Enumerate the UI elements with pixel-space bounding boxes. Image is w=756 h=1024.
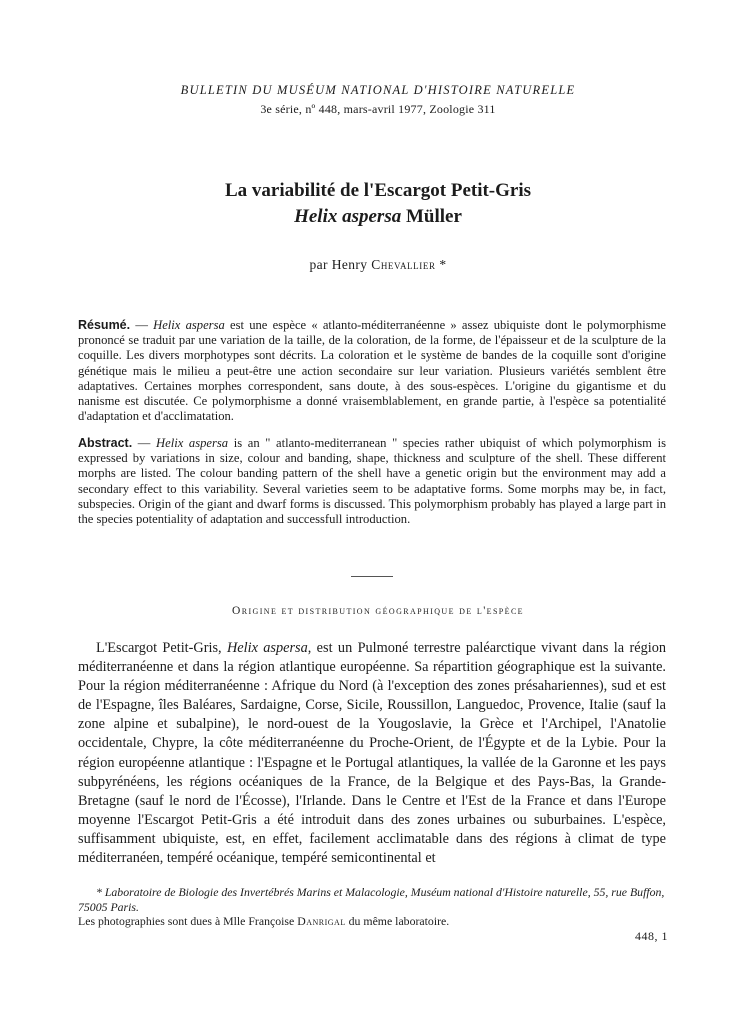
resume-text: est une espèce « atlanto-méditerranéenne » assez ubiquiste dont le polymorphisme prononcé se traduit par une variation de la taille, de la coloration, de la forme, de l'épaisseur et de la sculpture de la coquille. Les divers morphotypes sont décrits. La coloration et le système de bandes de la coquille sont d'origine génétique mais le milieu a peut-être une action secondaire sur leur variation. Plusieurs variétés semblent être adaptatives. Certaines morphes correspondent, sans doute, à des sous-espèces. L'origine du gigantisme et du nanisme est discutée. Ce polymorphisme a donné vraisemblablement, en grande partie, à l'espèce sa potentialité d'adaptation et d'acclimatation.	[78, 318, 667, 424]
footnote-mark: *	[435, 257, 447, 272]
resume-species: Helix aspersa	[153, 318, 225, 332]
resume-paragraph	[78, 318, 666, 424]
issue-info: 3e série, nº 448, mars-avril 1977, Zoologie 311	[260, 102, 496, 116]
footnotes	[78, 885, 666, 929]
resume-label: Résumé.	[78, 318, 131, 332]
abstract-text: is an " atlanto-mediterranean " species rather ubiquist of which polymorphism is expressed by variations in size, colour and banding, shape, thickness and sculpture of the shell. These different morphs are listed. The colour banding pattern of the shell have a genetic origin but the environment may add a secondary effect to this variability. Several varieties seem to be adaptative forms. Some morphs may be, in fact, subspecies. Origin of the giant and dwarf forms is discussed. This polymorphism probably has played a large part in the species potentiality of adaptation and successfull introduction.	[78, 436, 666, 527]
footnote-photographs	[78, 914, 666, 929]
page-number: 448, 1	[635, 929, 668, 943]
body-paragraph	[78, 639, 666, 868]
section-heading: Origine et distribution géographique de l'espèce	[232, 605, 524, 617]
article-title: La variabilité de l'Escargot Petit-Gris	[224, 180, 532, 201]
abstract-label: Abstract.	[78, 436, 133, 450]
abstract-dash: —	[132, 436, 157, 450]
journal-title: BULLETIN DU MUSÉUM NATIONAL D'HISTOIRE NATURELLE	[180, 83, 576, 97]
byline	[0, 257, 756, 273]
section-separator	[351, 576, 393, 577]
photo-credit-prefix: Les photographies sont dues à Mlle Françoise	[78, 914, 298, 928]
byline-prefix: par Henry	[309, 257, 372, 272]
body-part1: L'Escargot Petit-Gris,	[96, 640, 227, 656]
photo-credit-name: Danrigal	[297, 914, 346, 928]
body-part2: , est un Pulmoné terrestre paléarctique vivant dans la région méditerranéenne et dans la région atlantique européenne. Sa répartition géographique est la suivante. Pour la région méditerranéenne : Afrique du Nord (à l'exception des zones présahariennes), sud et est de l'Espagne, îles Baléares, Sardaigne, Corse, Sicile, Roussillon, Languedoc, Provence, Italie (sauf la zone alpine et subalpine), le nord-ouest de la Yougoslavie, la Grèce et l'Archipel, l'Anatolie occidentale, Chypre, la côte méditerranéenne du Proche-Orient, de l'Égypte et de la Lybie. Pour la région européenne atlantique : l'Espagne et le Portugal atlantiques, la vallée de la Garonne et les pays subpyrénéens, les régions océaniques de la France, de la Belgique et des Pays-Bas, la Grande-Bretagne (sauf le nord de l'Écosse), l'Irlande. Dans le Centre et l'Est de la France et dans l'Europe moyenne l'Escargot Petit-Gris a été introduit dans des zones urbaines ou suburbaines. L'espèce, suffisamment ubiquiste, est, en effet, facilement acclimatable dans des régions à climat de type méditerranéen, tempéré océanique, tempéré semicontinental et	[78, 640, 666, 867]
title-species: Helix aspersa	[294, 206, 402, 227]
abstract-species: Helix aspersa	[156, 436, 229, 450]
author-surname: Chevallier	[371, 257, 436, 272]
abstract-paragraph	[78, 436, 666, 527]
title-author-name: Müller	[401, 206, 462, 227]
resume-dash: —	[130, 318, 154, 332]
body-species: Helix aspersa	[226, 640, 308, 656]
article-subtitle	[0, 206, 756, 228]
footnote-affiliation: * Laboratoire de Biologie des Invertébrés Marins et Malacologie, Muséum national d'Histoire naturelle, 55, rue Buffon, 75005 Paris.	[78, 885, 665, 914]
photo-credit-suffix: du même laboratoire.	[345, 914, 450, 928]
